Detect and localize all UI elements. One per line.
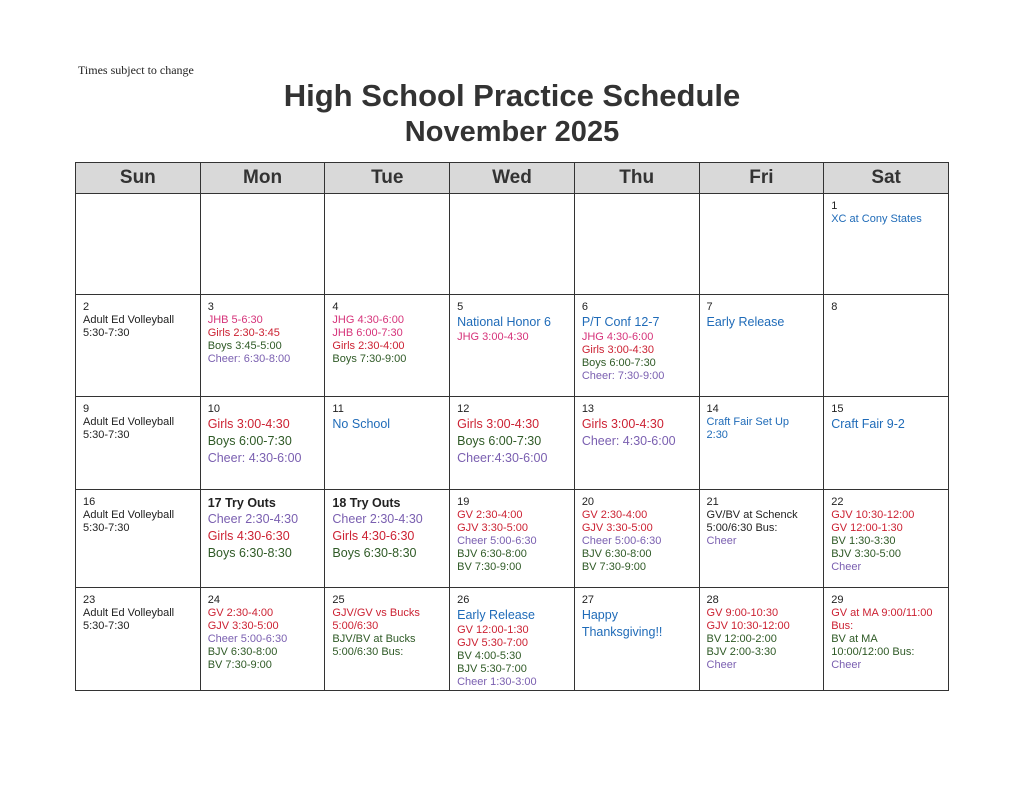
day-number: 1: [831, 200, 838, 212]
day-cell: [325, 397, 450, 490]
day-number: [332, 495, 443, 511]
day-number: 28: [706, 594, 719, 606]
event-entry: Boys 6:30-8:30: [332, 546, 417, 560]
day-number: 25: [332, 594, 345, 606]
week-row: [76, 490, 949, 588]
event-entry: Boys 6:00-7:30: [457, 434, 542, 448]
event-entry: BV 1:30-3:30: [831, 535, 896, 547]
event-entry: GV 9:00-10:30: [706, 607, 779, 619]
event-entry: Adult Ed Volleyball: [83, 509, 175, 521]
day-number: 2: [83, 301, 90, 313]
day-number: 21: [706, 496, 719, 508]
event-entry: Cheer:4:30-6:00: [457, 451, 548, 465]
disclaimer-note: Times subject to change: [78, 63, 194, 77]
day-cell: [450, 397, 575, 490]
event-entry: 5:30-7:30: [83, 522, 130, 534]
event-entry: Cheer: [706, 659, 737, 671]
event-entry: GV 12:00-1:30: [831, 522, 903, 534]
event-entry: BJV 6:30-8:00: [581, 548, 652, 560]
day-cell: [325, 194, 450, 295]
day-number: 7: [706, 301, 713, 313]
day-number: 24: [207, 594, 220, 606]
event-entry: 2:30: [706, 429, 728, 441]
day-cell: [824, 194, 949, 295]
day-cell: [699, 194, 824, 295]
day-number: 20: [581, 496, 595, 508]
day-cell: [450, 295, 575, 397]
event-entry: Cheer: [706, 535, 737, 547]
event-entry: Cheer: [831, 659, 862, 671]
day-cell: [76, 397, 201, 490]
day-cell: [200, 397, 325, 490]
day-number: 5: [457, 301, 464, 313]
tryouts-label: Try Outs: [225, 496, 276, 510]
event-entry: Girls 4:30-6:30: [207, 529, 290, 543]
day-number-value: 18: [332, 496, 347, 510]
event-entry: Happy: [581, 608, 618, 622]
calendar-body: [76, 194, 949, 691]
day-cell: [574, 397, 699, 490]
day-number: 8: [831, 301, 838, 313]
day-cell: [200, 588, 325, 691]
weekday-header: Mon: [200, 163, 325, 194]
event-entry: Cheer: 6:30-8:00: [207, 353, 291, 365]
day-cell: [574, 490, 699, 588]
event-entry: Cheer 2:30-4:30: [207, 512, 299, 526]
day-cell: [450, 490, 575, 588]
event-entry: BJV 6:30-8:00: [457, 548, 527, 560]
event-entry: BJV 5:30-7:00: [457, 663, 527, 675]
event-entry: BV 7:30-9:00: [207, 659, 272, 671]
day-cell: [76, 588, 201, 691]
event-entry: Boys 6:00-7:30: [581, 357, 656, 369]
event-entry: BV at MA: [831, 633, 878, 645]
day-number: 29: [831, 594, 844, 606]
day-cell: [325, 490, 450, 588]
day-cell: [325, 295, 450, 397]
event-entry: GV/BV at Schenck: [706, 509, 798, 521]
day-number: 16: [83, 496, 96, 508]
event-entry: BJV 6:30-8:00: [207, 646, 278, 658]
event-entry: Girls 3:00-4:30: [457, 417, 540, 431]
event-entry: Adult Ed Volleyball: [83, 607, 175, 619]
event-entry: JHG 4:30-6:00: [581, 331, 654, 343]
event-entry: Early Release: [706, 315, 785, 329]
event-entry: GJV 5:30-7:00: [457, 637, 529, 649]
day-number: 26: [457, 594, 470, 606]
day-number: 12: [457, 403, 470, 415]
day-number: 11: [332, 403, 344, 415]
calendar-table: [75, 162, 949, 691]
event-entry: Thanksgiving!!: [581, 625, 663, 639]
day-number: 3: [207, 301, 214, 313]
day-number: 23: [83, 594, 96, 606]
weekday-header-row: [76, 163, 949, 194]
event-entry: 5:30-7:30: [83, 620, 130, 632]
event-entry: JHB 6:00-7:30: [332, 327, 403, 339]
week-row: [76, 295, 949, 397]
event-entry: 10:00/12:00 Bus:: [831, 646, 915, 658]
event-entry: Cheer 2:30-4:30: [332, 512, 423, 526]
day-cell: [699, 588, 824, 691]
event-entry: GJV 10:30-12:00: [706, 620, 790, 632]
event-entry: P/T Conf 12-7: [581, 315, 660, 329]
page-title: High School Practice Schedule: [283, 78, 741, 113]
day-number: 14: [706, 403, 719, 415]
event-entry: Craft Fair Set Up: [706, 416, 790, 428]
day-number: 6: [581, 301, 588, 313]
event-entry: JHG 3:00-4:30: [457, 331, 529, 343]
event-entry: Cheer 5:00-6:30: [207, 633, 288, 645]
event-entry: 5:30-7:30: [83, 327, 130, 339]
event-entry: Cheer: 7:30-9:00: [581, 370, 665, 382]
day-cell: [325, 588, 450, 691]
day-cell: [574, 194, 699, 295]
event-entry: Adult Ed Volleyball: [83, 314, 175, 326]
day-cell: [824, 397, 949, 490]
event-entry: JHG 4:30-6:00: [332, 314, 404, 326]
event-entry: BJV 2:00-3:30: [706, 646, 777, 658]
event-entry: GJV 3:30-5:00: [207, 620, 279, 632]
event-entry: Adult Ed Volleyball: [83, 416, 175, 428]
day-cell: [699, 397, 824, 490]
event-entry: Boys 7:30-9:00: [332, 353, 407, 365]
event-entry: Boys 3:45-5:00: [207, 340, 282, 352]
day-number: 22: [831, 496, 844, 508]
week-row: [76, 397, 949, 490]
day-number: 9: [83, 403, 90, 415]
event-entry: Cheer: 4:30-6:00: [207, 451, 302, 465]
weekday-header: Sun: [76, 163, 201, 194]
event-entry: GV 2:30-4:00: [207, 607, 274, 619]
event-entry: Girls 2:30-3:45: [207, 327, 280, 339]
event-entry: BJV 3:30-5:00: [831, 548, 901, 560]
day-number: 13: [581, 403, 595, 415]
event-entry: GV 2:30-4:00: [581, 509, 648, 521]
event-entry: BV 4:00-5:30: [457, 650, 522, 662]
weekday-header: Fri: [699, 163, 824, 194]
day-number: [208, 495, 319, 511]
day-cell: [450, 194, 575, 295]
day-cell: [76, 490, 201, 588]
event-entry: Cheer 1:30-3:00: [457, 676, 537, 688]
event-entry: Craft Fair 9-2: [831, 417, 905, 431]
week-row: [76, 588, 949, 691]
event-entry: Cheer 5:00-6:30: [457, 535, 537, 547]
event-entry: BV 7:30-9:00: [581, 561, 647, 573]
event-entry: Cheer: 4:30-6:00: [581, 434, 676, 448]
event-entry: Girls 3:00-4:30: [207, 417, 290, 431]
event-entry: BV 7:30-9:00: [457, 561, 522, 573]
event-entry: 5:00/6:30: [332, 620, 379, 632]
event-entry: Girls 4:30-6:30: [332, 529, 415, 543]
week-row: [76, 194, 949, 295]
day-cell: [574, 588, 699, 691]
event-entry: XC at Cony States: [831, 213, 922, 225]
day-cell: [76, 194, 201, 295]
day-cell: [76, 295, 201, 397]
event-entry: GV at MA 9:00/11:00: [831, 607, 933, 619]
event-entry: Early Release: [457, 608, 535, 622]
event-entry: Boys 6:30-8:30: [207, 546, 292, 560]
event-entry: GJV/GV vs Bucks: [332, 607, 420, 619]
event-entry: BV 12:00-2:00: [706, 633, 777, 645]
event-entry: Boys 6:00-7:30: [207, 434, 292, 448]
day-cell: [699, 295, 824, 397]
event-entry: Girls 3:00-4:30: [581, 344, 654, 356]
event-entry: Girls 2:30-4:00: [332, 340, 405, 352]
day-number: 15: [831, 403, 844, 415]
day-cell: [699, 490, 824, 588]
day-number: 4: [332, 301, 339, 313]
event-entry: BJV/BV at Bucks: [332, 633, 416, 645]
day-cell: [200, 194, 325, 295]
tryouts-label: Try Outs: [349, 496, 401, 510]
day-cell: [824, 295, 949, 397]
day-cell: [200, 295, 325, 397]
event-entry: GV 12:00-1:30: [457, 624, 529, 636]
event-entry: GV 2:30-4:00: [457, 509, 523, 521]
event-entry: Bus:: [831, 620, 854, 632]
event-entry: No School: [332, 417, 391, 431]
day-cell: [824, 588, 949, 691]
page-subtitle-month: November 2025: [404, 116, 620, 148]
event-entry: GJV 10:30-12:00: [831, 509, 915, 521]
event-entry: Girls 3:00-4:30: [581, 417, 664, 431]
day-number: 10: [207, 403, 220, 415]
weekday-header: Sat: [824, 163, 949, 194]
event-entry: Cheer 5:00-6:30: [581, 535, 662, 547]
day-cell: [824, 490, 949, 588]
weekday-header: Thu: [574, 163, 699, 194]
event-entry: JHB 5-6:30: [207, 314, 263, 326]
weekday-header: Tue: [325, 163, 450, 194]
event-entry: Cheer: [831, 561, 862, 573]
day-number: 19: [457, 496, 470, 508]
day-number-value: 17: [207, 496, 222, 510]
day-cell: [200, 490, 325, 588]
event-entry: National Honor 6: [457, 315, 551, 329]
weekday-header: Wed: [450, 163, 575, 194]
event-entry: GJV 3:30-5:00: [457, 522, 529, 534]
event-entry: 5:00/6:30 Bus:: [706, 522, 778, 534]
day-cell: [574, 295, 699, 397]
day-cell: [450, 588, 575, 691]
day-number: 27: [581, 594, 595, 606]
event-entry: GJV 3:30-5:00: [581, 522, 653, 534]
event-entry: 5:00/6:30 Bus:: [332, 646, 404, 658]
event-entry: 5:30-7:30: [83, 429, 130, 441]
